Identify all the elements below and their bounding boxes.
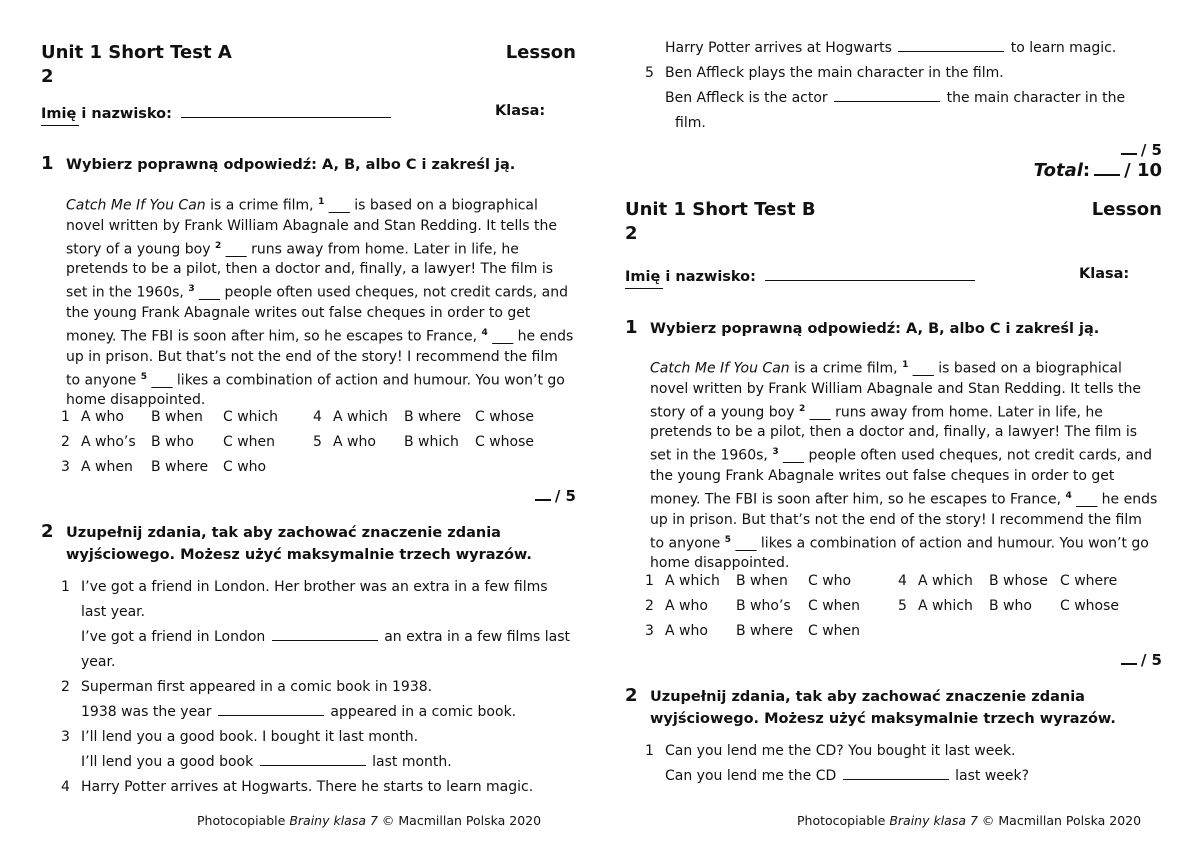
reading-passage: Catch Me If You Can is a crime film, $^1$ ___ is based on a biographical novel written by Frank William Abagnale and Stan Redding. It tells the story of a young boy $^2$ ___ runs away from home. Later in life, he pretends to be a pilot, then a doctor and, finally, a lawyer! The film is set in the 1960s, $^3$ ___ people often used cheques, not credit cards, and the young Frank Abagnale writes out false cheques in order to get money. The FBI is soon after him, so he escapes to France, $^4$ ___ he ends up in prison. But that’s not the end of the story! I recommend the film to anyone $^5$ ___ likes a combination of action and humour. You won’t go home disappointed. [66, 197, 574, 409]
page-test-b: Harry Potter arrives at Hogwarts to learn magic. 5 Ben Affleck plays the main character in the film. Ben Affleck is the actor the main character in the film. / 5 Total: / 10 Unit 1 Short Test B Lesson 2 Imię i nazwisko: Klasa: 1 Wybierz poprawną odpowiedź: A, B, albo C i zakreśl ją. Catch Me If You Can is a crime film, $^1$ ___ is based on a biographical novel written by Frank William Abagnale and Stan Redding. It tells the story of a young boy $^2$ ___ runs away from home. Later in life, he pretends to be a pilot, then a doctor and, finally, a lawyer! The film is set in the 1960s, $^3$ ___ people often used cheques, not credit cards, and the young Frank Abagnale writes out false cheques in order to get money. The FBI is soon after him, so he escapes to France, $^4$ ___ he ends up in prison. But that’s not the end of the story! I recommend the film to anyone $^5$ ___ likes a combination of action and humour. You won’t go home disappointed. 1 A which B when C who 4 A which B whose C where 2 A who B who’s C when 5 A which B who C whose 3 A who B where C when / 5 2 Uzupełnij zdania, tak aby zachować znaczenie zdania wyjściowego. Możesz użyć maksymalnie trzech wyrazów. 1 Can you lend me the CD? You bought it last week. Can you lend me the CD last week? Photocopiable Brainy klasa 7 © Macmillan Polska 2020 [625, 40, 1162, 828]
exercise-instruction: Uzupełnij zdania, tak aby zachować znaczenie zdania [650, 689, 1085, 705]
option-b[interactable]: B where [404, 409, 462, 425]
option-b[interactable]: B who [151, 434, 194, 450]
exercise-1-score: / 5 [1121, 651, 1162, 669]
class-field[interactable] [41, 125, 79, 126]
option-c[interactable]: C when [808, 598, 861, 614]
name-field[interactable] [765, 266, 975, 281]
exercise-instruction: Uzupełnij zdania, tak aby zachować znaczenie zdania [66, 525, 501, 541]
lesson-label: Lesson [1091, 199, 1162, 220]
footer-copyright: Photocopiable Brainy klasa 7 © Macmillan Polska 2020 [197, 813, 542, 828]
answer-blank[interactable] [834, 101, 940, 102]
exercise-instruction: Wybierz poprawną odpowiedź: A, B, albo C i zakreśl ją. [66, 157, 516, 173]
reading-passage: Catch Me If You Can is a crime film, $^1$ ___ is based on a biographical novel written by Frank William Abagnale and Stan Redding. It tells the story of a young boy $^2$ ___ runs away from home. Later in life, he pretends to be a pilot, then a doctor and, finally, a lawyer! The film is set in the 1960s, $^3$ ___ people often used cheques, not credit cards, and the young Frank Abagnale writes out false cheques in order to get money. The FBI is soon after him, so he escapes to France, $^4$ ___ he ends up in prison. But that’s not the end of the story! I recommend the film to anyone $^5$ ___ likes a combination of action and humour. You won’t go home disappointed. [650, 360, 1158, 572]
option-c[interactable]: C who [808, 573, 852, 589]
option-a[interactable]: A which [665, 573, 720, 589]
option-a[interactable]: A which [918, 598, 973, 614]
option-a[interactable]: A who [665, 623, 708, 639]
exercise-number: 2 [625, 685, 638, 706]
class-label: Klasa: [1079, 266, 1130, 282]
exercise-instruction: wyjściowego. Możesz użyć maksymalnie trzech wyrazów. [66, 547, 532, 563]
lesson-number: 2 [625, 223, 638, 244]
option-c[interactable]: C when [808, 623, 861, 639]
name-field[interactable] [181, 103, 391, 118]
option-a[interactable]: A who [81, 409, 124, 425]
option-b[interactable]: B when [736, 573, 788, 589]
option-c[interactable]: C whose [475, 434, 535, 450]
score-blank[interactable] [1121, 153, 1137, 155]
exercise-1-score: / 5 [535, 487, 576, 505]
option-b[interactable]: B who [989, 598, 1032, 614]
option-a[interactable]: A which [918, 573, 973, 589]
footer-copyright: Photocopiable Brainy klasa 7 © Macmillan Polska 2020 [797, 813, 1142, 828]
option-c[interactable]: C whose [1060, 598, 1120, 614]
option-b[interactable]: B where [151, 459, 209, 475]
exercise-instruction: wyjściowego. Możesz użyć maksymalnie trzech wyrazów. [650, 711, 1116, 727]
option-b[interactable]: B who’s [736, 598, 791, 614]
class-label: Klasa: [495, 103, 546, 119]
answer-blank[interactable] [272, 640, 378, 641]
option-a[interactable]: A when [81, 459, 133, 475]
film-title: Catch Me If You Can [650, 360, 790, 377]
test-title: Unit 1 Short Test A [41, 42, 232, 63]
score-blank[interactable] [535, 499, 551, 501]
option-a[interactable]: A which [333, 409, 388, 425]
answer-blank[interactable] [843, 779, 949, 780]
option-b[interactable]: B when [151, 409, 203, 425]
exercise-instruction: Wybierz poprawną odpowiedź: A, B, albo C i zakreśl ją. [650, 321, 1100, 337]
answer-blank[interactable] [218, 715, 324, 716]
option-c[interactable]: C whose [475, 409, 535, 425]
exercise-number: 1 [625, 317, 638, 338]
option-c[interactable]: C where [1060, 573, 1118, 589]
option-c[interactable]: C who [223, 459, 267, 475]
option-b[interactable]: B where [736, 623, 794, 639]
answer-blank[interactable] [260, 765, 366, 766]
score-blank[interactable] [1121, 663, 1137, 665]
option-a[interactable]: A who [333, 434, 376, 450]
option-b[interactable]: B whose [989, 573, 1048, 589]
name-label: Imię i nazwisko: [41, 106, 172, 122]
exercise-number: 1 [41, 153, 54, 174]
test-title: Unit 1 Short Test B [625, 199, 816, 220]
class-field[interactable] [625, 288, 663, 289]
option-b[interactable]: B which [404, 434, 459, 450]
answer-blank[interactable] [898, 51, 1004, 52]
film-title: Catch Me If You Can [66, 197, 206, 214]
exercise-number: 2 [41, 521, 54, 542]
lesson-number: 2 [41, 66, 54, 87]
lesson-label: Lesson [505, 42, 576, 63]
total-score: Total: / 10 [1033, 160, 1162, 181]
name-label: Imię i nazwisko: [625, 269, 756, 285]
total-blank[interactable] [1094, 174, 1120, 176]
page-test-a: Unit 1 Short Test A Lesson 2 Imię i nazwisko: Klasa: 1 Wybierz poprawną odpowiedź: A, B, albo C i zakreśl ją. Catch Me If You Can is a crime film, $^1$ ___ is based on a biographical novel written by Frank William Abagnale and Stan Redding. It tells the story of a young boy $^2$ ___ runs away from home. Later in life, he pretends to be a pilot, then a doctor and, finally, a lawyer! The film is set in the 1960s, $^3$ ___ people often used cheques, not credit cards, and the young Frank Abagnale writes out false cheques in order to get money. The FBI is soon after him, so he escapes to France, $^4$ ___ he ends up in prison. But that’s not the end of the story! I recommend the film to anyone $^5$ ___ likes a combination of action and humour. You won’t go home disappointed. 1 A who B when C which 4 A which B where C whose 2 A who’s B who C when 5 A who B which C whose 3 A when B where C who / 5 2 Uzupełnij zdania, tak aby zachować znaczenie zdania wyjściowego. Możesz użyć maksymalnie trzech wyrazów. 1 I’ve got a friend in London. Her brother was an extra in a few films last year. I’ve got a friend in London an extra in a few films last year. 2 Superman first appeared in a comic book in 1938. 1938 was the year appeared in a comic book. 3 I’ll lend you a good book. I bought it last month. I’ll lend you a good book last month. 4 Harry Potter arrives at Hogwarts. There he starts to learn magic. Photocopiable Brainy klasa 7 © Macmillan Polska 2020 [41, 42, 576, 828]
option-c[interactable]: C when [223, 434, 276, 450]
option-a[interactable]: A who’s [81, 434, 136, 450]
exercise-2-score: / 5 [1121, 141, 1162, 159]
option-c[interactable]: C which [223, 409, 279, 425]
option-a[interactable]: A who [665, 598, 708, 614]
